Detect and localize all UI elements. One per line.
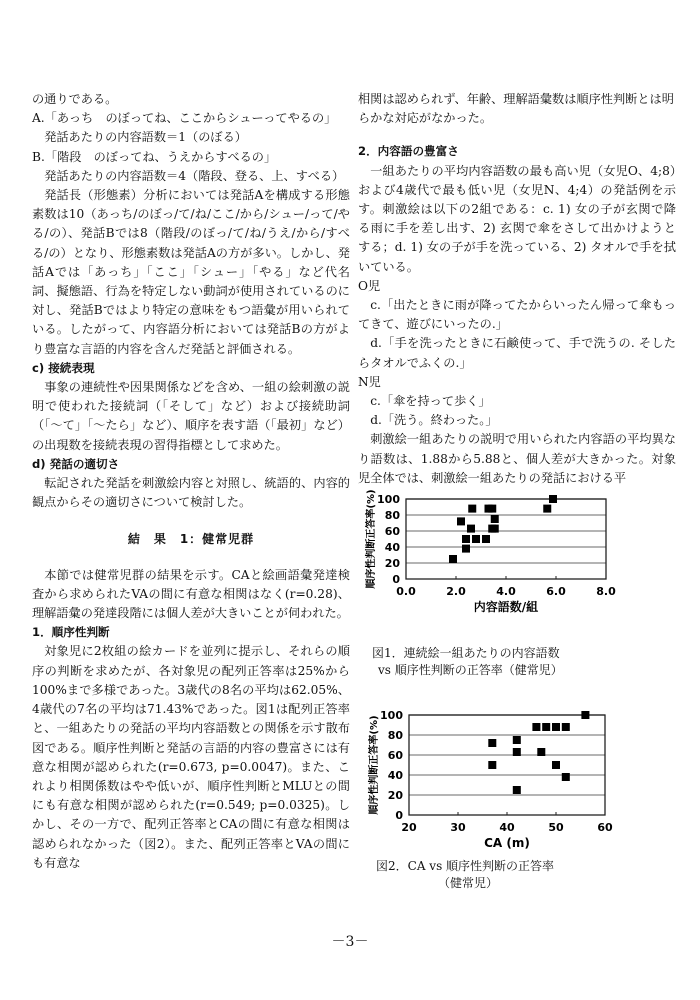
- y-tick-label: 100: [377, 493, 400, 506]
- y-tick-label: 0: [395, 809, 403, 822]
- x-axis-label: 内容語数/組: [473, 600, 539, 614]
- left-column: [32, 90, 350, 873]
- y-tick-label: 60: [384, 525, 400, 538]
- paragraph-2: 一組あたりの平均内容語数の最も高い児（女児O、4;8）および4歳代で最も低い児（女児N、4;4）の発話例を示す。刺激絵は以下の2組である：c. 1) 女の子が玄関で降る雨に手を差し出す、2) 玄関で傘をさして出かけようとする；d. 1) 女の子が手を洗っている、2) タオルで手を拭いている。: [358, 163, 676, 274]
- data-point: [513, 748, 521, 756]
- heading-d: d) 発話の適切さ: [32, 456, 120, 471]
- data-point: [462, 545, 470, 553]
- y-tick-label: 40: [387, 769, 403, 782]
- child-n-c: c.「傘を持って歩く」: [370, 394, 491, 409]
- section-title: 結 果 1：健常児群: [127, 532, 255, 547]
- y-tick-label: 60: [387, 749, 403, 762]
- child-o-c: c.「出たときに雨が降ってたからいったん帰って傘もってきて、遊びにいったの.」: [358, 298, 676, 332]
- x-tick-label: 20: [401, 821, 417, 834]
- x-axis-label: CA (m): [484, 836, 530, 850]
- data-point: [488, 739, 496, 747]
- y-tick-label: 80: [387, 729, 403, 742]
- child-o-label: O児: [358, 278, 381, 293]
- x-tick-label: 50: [548, 821, 564, 834]
- figure-2-caption-line2: （健常児）: [438, 876, 499, 890]
- x-tick-label: 40: [499, 821, 515, 834]
- data-point: [457, 517, 465, 525]
- child-n-d: d.「洗う。終わった。」: [370, 413, 498, 428]
- heading-1: 1．順序性判断: [32, 625, 110, 640]
- y-axis-label: 順序性判断正答率(%): [369, 715, 380, 815]
- paragraph-morpheme: 発話長（形態素）分析においては発話Aを構成する形態素数は10（あっち/のぼっ/て/ね/ここ/から/シュー/って/やる/の）、発話Bでは8（階段/のぼっ/て/ね/うえ/から/すべる/の）となり、形態素数は発話Aの方が多い。しかし、発話Aでは「あっち」「ここ」「シュー」「やる」など代名詞、擬態語、行為を特定しない動詞が使用されているのに対し、発話Bではより特定の意味をもつ語彙が用いられている。したがって、内容語分析においては発話Bの方がより豊富な言語的内容を含んだ発話と評価される。: [32, 188, 350, 356]
- plot-frame: [409, 715, 605, 815]
- data-point: [513, 736, 521, 744]
- data-point: [488, 505, 496, 513]
- figure-2-caption-line1: 図2．CA vs 順序性判断の正答率: [376, 859, 555, 873]
- data-point: [472, 535, 480, 543]
- paragraph-1: 対象児に2枚組の絵カードを並列に提示し、それらの順序の判断を求めたが、各対象児の配列正答率は25%から100%まで多様であった。3歳代の8名の平均は62.05%、4歳代の7名の平均は71.43%であった。図1は配列正答率と、一組あたりの発話の平均内容語数との関係を示す散布図である。順序性判断と発話の言語的内容の豊富さには有意な相関が認められた(r=0.673, p=0.0047)。また、これより相関係数はやや低いが、順序性判断とMLUとの間にも有意な相関が認められた(r=0.549; p=0.0325)。しかし、その一方で、配列正答率とCAの間に有意な相関は認められなかった（図2）。また、配列正答率とVAの間にも有意な: [32, 644, 350, 870]
- example-b: B.「階段 のぼってね、うえからすべるの」: [32, 149, 277, 164]
- data-point: [491, 515, 499, 523]
- y-tick-label: 0: [392, 573, 400, 586]
- data-point: [562, 723, 570, 731]
- x-tick-label: 8.0: [596, 585, 616, 598]
- data-point: [549, 495, 557, 503]
- x-tick-label: 60: [597, 821, 613, 834]
- right-column: [358, 90, 676, 488]
- y-tick-label: 80: [384, 509, 400, 522]
- heading-2: 2．内容語の豊富さ: [358, 144, 459, 159]
- data-point: [482, 535, 490, 543]
- data-point: [468, 505, 476, 513]
- y-tick-label: 100: [380, 709, 403, 722]
- plot-frame: [406, 499, 606, 579]
- data-point: [581, 711, 589, 719]
- body-text: の通りである。: [32, 92, 118, 106]
- child-n-label: N児: [358, 374, 381, 389]
- data-point: [542, 723, 550, 731]
- paragraph-c: 事象の連続性や因果関係などを含め、一組の絵刺激の説明で使われた接続詞（「そして」など）および接続助詞（「〜て」「〜たら」など）、順序を表す語（「最初」など）の出現数を接続表現の習得指標として求めた。: [32, 380, 350, 452]
- data-point: [562, 773, 570, 781]
- data-point: [537, 748, 545, 756]
- data-point: [513, 786, 521, 794]
- data-point: [532, 723, 540, 731]
- data-point: [488, 761, 496, 769]
- example-b-count: 発話あたりの内容語数＝4（階段、登る、上、すべる）: [44, 168, 345, 183]
- heading-c: c) 接続表現: [32, 360, 95, 375]
- figure-1-caption: [372, 645, 563, 679]
- paragraph-continued: 相関は認められず、年齢、理解語彙数は順序性判断とは明らかな対応がなかった。: [358, 92, 674, 126]
- data-point: [491, 525, 499, 533]
- paragraph-d: 転記された発話を刺激絵内容と対照し、統語的、内容的観点からその適切さについて検討した。: [32, 476, 350, 510]
- x-tick-label: 2.0: [446, 585, 466, 598]
- y-tick-label: 20: [384, 557, 400, 570]
- x-tick-label: 6.0: [546, 585, 566, 598]
- data-point: [462, 535, 470, 543]
- paragraph-results: 本節では健常児群の結果を示す。CAと絵画語彙発達検査から求められたVAの間に有意な相関はなく(r=0.28)、理解語彙の発達段階には個人差が大きいことが伺われた。: [32, 567, 350, 621]
- paragraph-3: 刺激絵一組あたりの説明で用いられた内容語の平均異なり語数は、1.88から5.88と、個人差が大きかった。対象児全体では、刺激絵一組あたりの発話における平: [358, 432, 676, 485]
- data-point: [449, 555, 457, 563]
- data-point: [552, 761, 560, 769]
- data-point: [467, 525, 475, 533]
- child-o-d: d.「手を洗ったときに石鹸使って、手で洗うの. そしたらタオルでふくの.」: [358, 336, 676, 370]
- x-tick-label: 30: [450, 821, 466, 834]
- example-a: A.「あっち のぼってね、ここからシューってやるの」: [32, 111, 337, 126]
- x-tick-label: 4.0: [496, 585, 516, 598]
- y-tick-label: 40: [384, 541, 400, 554]
- figure-1-scatter: [358, 488, 628, 638]
- page-number: －3－: [331, 934, 369, 950]
- data-point: [543, 505, 551, 513]
- y-tick-label: 20: [387, 789, 403, 802]
- data-point: [552, 723, 560, 731]
- figure-1-caption-line1: 図1．連続絵一組あたりの内容語数: [372, 646, 560, 660]
- figure-2-scatter: [358, 705, 628, 855]
- figure-2-caption: [376, 858, 554, 892]
- x-tick-label: 0.0: [396, 585, 416, 598]
- y-axis-label: 順序性判断正答率(%): [366, 489, 377, 589]
- example-a-count: 発話あたりの内容語数＝1（のぼる）: [44, 130, 247, 145]
- figure-1-caption-line2: vs 順序性判断の正答率（健常児）: [378, 663, 563, 677]
